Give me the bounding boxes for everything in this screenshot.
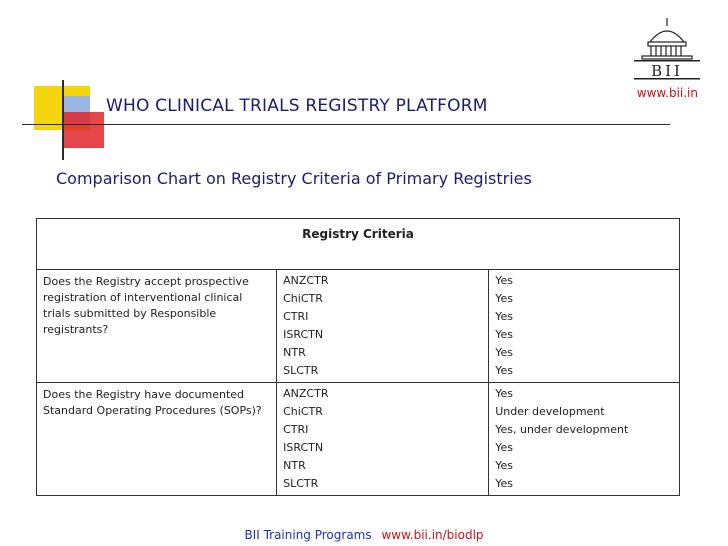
registry-list bbox=[277, 383, 488, 495]
footer bbox=[0, 528, 728, 542]
answer-value: Yes bbox=[495, 441, 513, 454]
answer-value: Yes bbox=[495, 310, 513, 323]
registry-name: ChiCTR bbox=[283, 292, 323, 305]
decor-horizontal-line bbox=[22, 124, 670, 125]
question-cell: Does the Registry have documented Standard Operating Procedures (SOPs)? bbox=[43, 388, 262, 417]
decor-red-square bbox=[64, 112, 104, 148]
registry-name: ChiCTR bbox=[283, 405, 323, 418]
decor-vertical-line bbox=[62, 80, 64, 160]
answer-value: Yes bbox=[495, 346, 513, 359]
registry-name: ISRCTN bbox=[283, 328, 324, 341]
answer-list bbox=[489, 270, 679, 382]
answer-value: Yes bbox=[495, 387, 513, 400]
table-header: Registry Criteria bbox=[37, 219, 680, 270]
footer-program: BII Training Programs bbox=[244, 528, 372, 542]
registry-criteria-table bbox=[36, 218, 680, 496]
registry-name: ISRCTN bbox=[283, 441, 324, 454]
answer-value: Yes bbox=[495, 459, 513, 472]
registry-name: CTRI bbox=[283, 310, 309, 323]
site-url-link[interactable]: www.bii.in bbox=[636, 86, 698, 100]
registry-name: CTRI bbox=[283, 423, 309, 436]
answer-value: Yes, under development bbox=[495, 423, 629, 436]
table-row bbox=[37, 383, 680, 496]
registry-name: SLCTR bbox=[283, 364, 319, 377]
registry-name: ANZCTR bbox=[283, 274, 329, 287]
answer-value: Yes bbox=[495, 292, 513, 305]
answer-value: Under development bbox=[495, 405, 605, 418]
table-row bbox=[37, 270, 680, 383]
answer-value: Yes bbox=[495, 477, 513, 490]
answer-value: Yes bbox=[495, 364, 513, 377]
registry-name: ANZCTR bbox=[283, 387, 329, 400]
answer-list bbox=[489, 383, 679, 495]
registry-name: NTR bbox=[283, 459, 306, 472]
registry-name: NTR bbox=[283, 346, 306, 359]
logo-text: BII bbox=[651, 62, 683, 80]
registry-list bbox=[277, 270, 488, 382]
bii-logo-icon bbox=[628, 12, 706, 80]
footer-link[interactable]: www.bii.in/biodlp bbox=[381, 528, 484, 542]
question-cell: Does the Registry accept prospective registration of interventional clinical trials submitted by Responsible registrants? bbox=[43, 275, 249, 336]
registry-name: SLCTR bbox=[283, 477, 319, 490]
page-subtitle: Comparison Chart on Registry Criteria of Primary Registries bbox=[56, 169, 532, 188]
page-title: WHO CLINICAL TRIALS REGISTRY PLATFORM bbox=[106, 96, 488, 116]
answer-value: Yes bbox=[495, 274, 513, 287]
answer-value: Yes bbox=[495, 328, 513, 341]
